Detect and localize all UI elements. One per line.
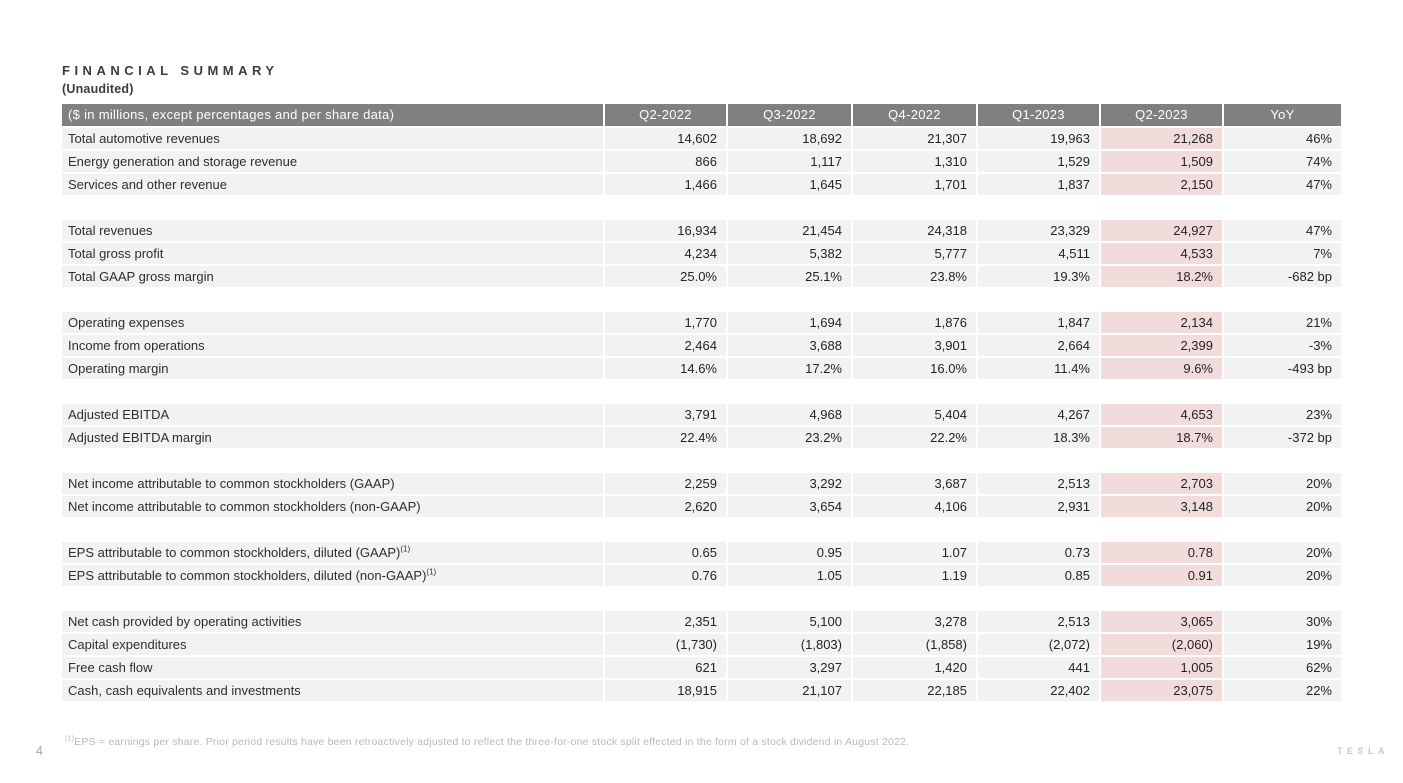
value-cell: 18.7% [1101,427,1222,448]
value-cell: (1,858) [853,634,976,655]
value-cell: 23,075 [1101,680,1222,701]
value-cell: 24,318 [853,220,976,241]
column-header-q2-2023: Q2-2023 [1101,104,1222,126]
yoy-value-cell: 7% [1224,243,1341,264]
footnote-reference: (1) [426,567,437,577]
yoy-value-cell: 20% [1224,496,1341,517]
value-cell: 18,915 [605,680,726,701]
page-title: FINANCIAL SUMMARY [62,63,279,78]
value-cell: 3,292 [728,473,851,494]
footnote-reference: (1) [400,544,411,554]
value-cell: (1,730) [605,634,726,655]
value-cell: 2,399 [1101,335,1222,356]
table-header-units-label: ($ in millions, except percentages and per share data) [62,104,603,126]
value-cell: 14.6% [605,358,726,379]
value-cell: 25.1% [728,266,851,287]
value-cell: 18.2% [1101,266,1222,287]
yoy-value-cell: 22% [1224,680,1341,701]
value-cell: 21,268 [1101,128,1222,149]
value-cell: 17.2% [728,358,851,379]
value-cell: (2,060) [1101,634,1222,655]
yoy-value-cell: 62% [1224,657,1341,678]
value-cell: 441 [978,657,1099,678]
value-cell: 19.3% [978,266,1099,287]
financial-summary-table [62,104,1341,701]
value-cell: 3,791 [605,404,726,425]
value-cell: 14,602 [605,128,726,149]
value-cell: 3,065 [1101,611,1222,632]
value-cell: 1,005 [1101,657,1222,678]
value-cell: 21,307 [853,128,976,149]
value-cell: 18,692 [728,128,851,149]
value-cell: 9.6% [1101,358,1222,379]
value-cell: 5,382 [728,243,851,264]
row-label: Capital expenditures [62,634,603,655]
row-label: Income from operations [62,335,603,356]
group-spacer [62,519,1341,540]
page-number: 4 [36,744,43,758]
value-cell: 21,454 [728,220,851,241]
row-label: Energy generation and storage revenue [62,151,603,172]
value-cell: 1,876 [853,312,976,333]
value-cell: 2,664 [978,335,1099,356]
value-cell: 2,620 [605,496,726,517]
value-cell: 3,278 [853,611,976,632]
yoy-value-cell: -493 bp [1224,358,1341,379]
value-cell: 1,847 [978,312,1099,333]
tesla-logo: TESLA [1336,746,1389,756]
column-header-q4-2022: Q4-2022 [853,104,976,126]
value-cell: 5,404 [853,404,976,425]
value-cell: 866 [605,151,726,172]
yoy-value-cell: 30% [1224,611,1341,632]
value-cell: 22,402 [978,680,1099,701]
value-cell: 0.95 [728,542,851,563]
value-cell: 23,329 [978,220,1099,241]
value-cell: 0.76 [605,565,726,586]
value-cell: 4,533 [1101,243,1222,264]
yoy-value-cell: -3% [1224,335,1341,356]
value-cell: 2,150 [1101,174,1222,195]
value-cell: 3,148 [1101,496,1222,517]
value-cell: 23.2% [728,427,851,448]
value-cell: 3,901 [853,335,976,356]
row-label: Operating expenses [62,312,603,333]
value-cell: 621 [605,657,726,678]
row-label: Adjusted EBITDA margin [62,427,603,448]
value-cell: 3,297 [728,657,851,678]
value-cell: 2,703 [1101,473,1222,494]
row-label: Net income attributable to common stockholders (non-GAAP) [62,496,603,517]
value-cell: 0.65 [605,542,726,563]
column-header-q3-2022: Q3-2022 [728,104,851,126]
row-label: Operating margin [62,358,603,379]
group-spacer [62,588,1341,609]
value-cell: 1,509 [1101,151,1222,172]
value-cell: 4,653 [1101,404,1222,425]
value-cell: 1.05 [728,565,851,586]
value-cell: 2,513 [978,473,1099,494]
value-cell: 21,107 [728,680,851,701]
page-subtitle: (Unaudited) [62,82,134,96]
yoy-value-cell: 74% [1224,151,1341,172]
footnote-text: EPS = earnings per share. Prior period results have been retroactively adjusted to reflect the three-for-one stock split effected in the form of a stock dividend in August 2022. [74,736,910,748]
yoy-value-cell: 46% [1224,128,1341,149]
value-cell: 2,134 [1101,312,1222,333]
row-label: Adjusted EBITDA [62,404,603,425]
row-label: Services and other revenue [62,174,603,195]
value-cell: 2,351 [605,611,726,632]
yoy-value-cell: 47% [1224,174,1341,195]
group-spacer [62,289,1341,310]
row-label: Total gross profit [62,243,603,264]
value-cell: 22.2% [853,427,976,448]
value-cell: 2,513 [978,611,1099,632]
value-cell: 1,645 [728,174,851,195]
value-cell: 1,701 [853,174,976,195]
value-cell: 1,466 [605,174,726,195]
value-cell: 0.73 [978,542,1099,563]
value-cell: 19,963 [978,128,1099,149]
value-cell: 23.8% [853,266,976,287]
yoy-value-cell: 47% [1224,220,1341,241]
row-label: Net income attributable to common stockholders (GAAP) [62,473,603,494]
value-cell: (1,803) [728,634,851,655]
value-cell: 22.4% [605,427,726,448]
value-cell: 16,934 [605,220,726,241]
value-cell: 4,968 [728,404,851,425]
yoy-value-cell: -682 bp [1224,266,1341,287]
row-label: Total GAAP gross margin [62,266,603,287]
value-cell: 4,234 [605,243,726,264]
column-header-q1-2023: Q1-2023 [978,104,1099,126]
value-cell: (2,072) [978,634,1099,655]
yoy-value-cell: 23% [1224,404,1341,425]
value-cell: 1.07 [853,542,976,563]
group-spacer [62,197,1341,218]
yoy-value-cell: 19% [1224,634,1341,655]
yoy-value-cell: 21% [1224,312,1341,333]
value-cell: 22,185 [853,680,976,701]
value-cell: 2,931 [978,496,1099,517]
value-cell: 1,529 [978,151,1099,172]
yoy-value-cell: 20% [1224,565,1341,586]
row-label: Total automotive revenues [62,128,603,149]
value-cell: 1,837 [978,174,1099,195]
value-cell: 11.4% [978,358,1099,379]
value-cell: 1,770 [605,312,726,333]
value-cell: 24,927 [1101,220,1222,241]
yoy-value-cell: 20% [1224,473,1341,494]
value-cell: 1,694 [728,312,851,333]
value-cell: 2,259 [605,473,726,494]
value-cell: 4,267 [978,404,1099,425]
column-header-q2-2022: Q2-2022 [605,104,726,126]
value-cell: 1,310 [853,151,976,172]
value-cell: 0.91 [1101,565,1222,586]
value-cell: 18.3% [978,427,1099,448]
row-label: Net cash provided by operating activities [62,611,603,632]
value-cell: 16.0% [853,358,976,379]
value-cell: 5,777 [853,243,976,264]
row-label: EPS attributable to common stockholders, diluted (GAAP)$^{(1)}$ [62,542,603,563]
footnote [65,736,909,748]
value-cell: 4,511 [978,243,1099,264]
group-spacer [62,381,1341,402]
row-label: Cash, cash equivalents and investments [62,680,603,701]
row-label: Total revenues [62,220,603,241]
value-cell: 5,100 [728,611,851,632]
value-cell: 3,654 [728,496,851,517]
row-label: Free cash flow [62,657,603,678]
value-cell: 0.78 [1101,542,1222,563]
value-cell: 25.0% [605,266,726,287]
value-cell: 0.85 [978,565,1099,586]
yoy-value-cell: -372 bp [1224,427,1341,448]
value-cell: 1.19 [853,565,976,586]
yoy-value-cell: 20% [1224,542,1341,563]
value-cell: 4,106 [853,496,976,517]
row-label: EPS attributable to common stockholders, diluted (non-GAAP)$^{(1)}$ [62,565,603,586]
value-cell: 3,687 [853,473,976,494]
footnote-superscript: (1) [65,735,75,743]
value-cell: 2,464 [605,335,726,356]
value-cell: 3,688 [728,335,851,356]
value-cell: 1,420 [853,657,976,678]
group-spacer [62,450,1341,471]
column-header-yoy: YoY [1224,104,1341,126]
value-cell: 1,117 [728,151,851,172]
